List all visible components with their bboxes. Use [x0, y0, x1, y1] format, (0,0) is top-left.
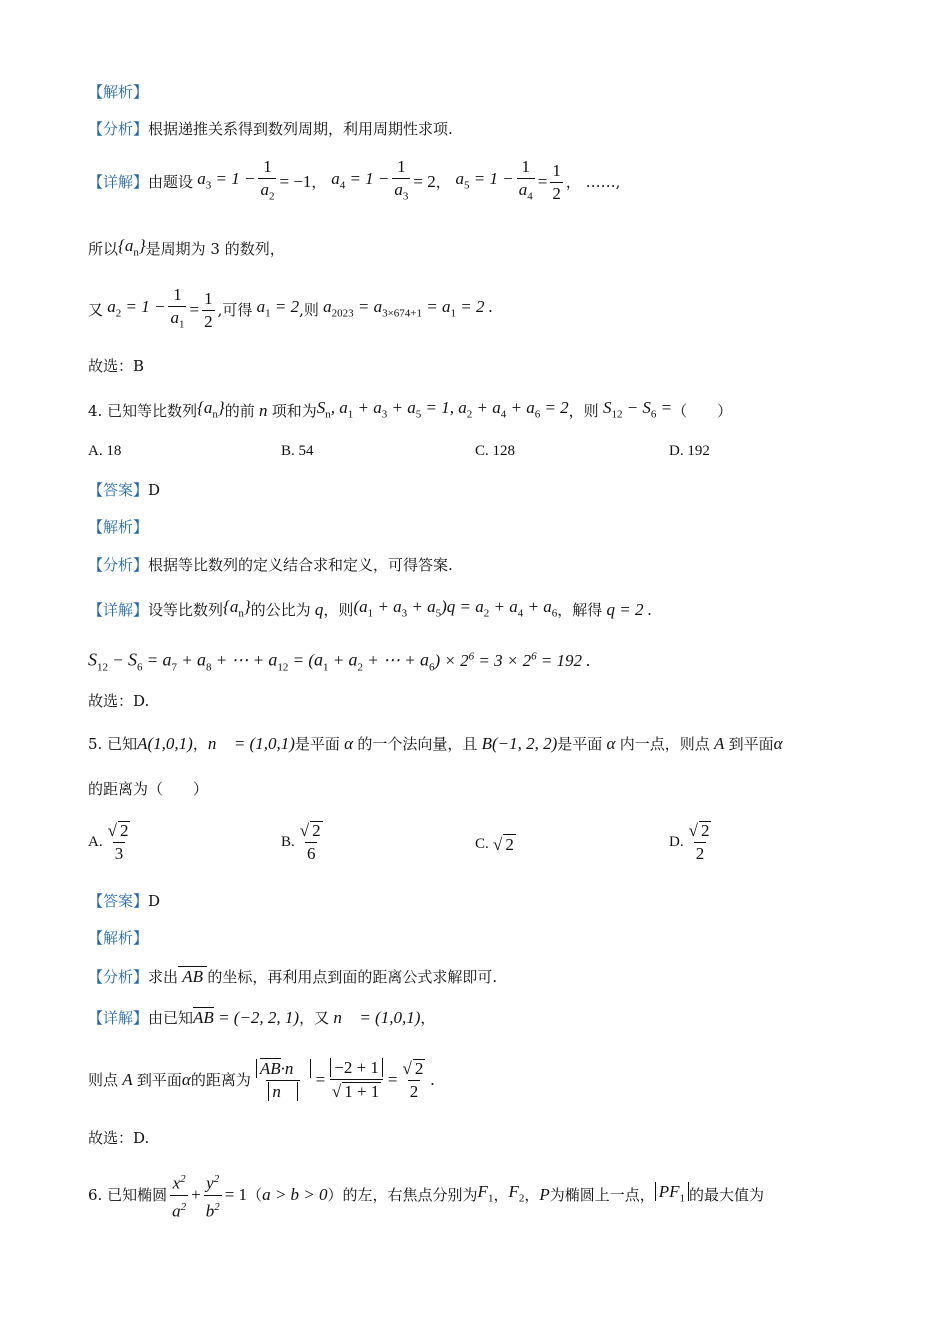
detail-tag: 【详解】 [88, 173, 149, 191]
option-d[interactable]: D. 192 [669, 443, 710, 459]
detail-line: 【详解】 由题设 $a_3 = 1$ − $\frac{1}{a_2}$ = −1 ， $a_4 = 1$ − $\frac{1}{a_3}$ = 2 ， $a_5 = 1$ − $\frac{1}{a_4}$ = $\frac{1}{2}$ ， ……, [88, 158, 620, 206]
fraction: $\frac{√ 2}{2}$ [688, 821, 710, 863]
q5-stem-cont: 的距离为（ ） [88, 780, 209, 798]
q4-stem: 4. 已知等比数列 $\{a_n\}$ 的前 n 项和为 $S_n$, $a_1 + a_3 + a_5 = 1$, $a_2 + a_4 + a_6 = 2$ ，则 $S_{12} - S_6$ = （ ） [88, 398, 733, 421]
fenxi-line [88, 119, 453, 139]
fenxi-tag: 【分析】 [88, 120, 149, 138]
also-line: 又 $a_2 = 1$ − $\frac{1}{a_1}$ = $\frac{1}{2}$ ,可得 $a_1 = 2$ ,则 $a_{2023} = a_{3\times 674+1} = a_1 = 2$ . [88, 286, 493, 334]
q5-choose: 故选：D. [88, 1129, 150, 1147]
option-d[interactable]: D. $\frac{√ 2}{2}$ [669, 821, 716, 863]
q4-choose: 故选：D. [88, 692, 150, 710]
fraction: $\frac{AB\cdot n⃗}{n⃗}$ [254, 1060, 313, 1101]
sequence-an: $\{a_n\}$ [118, 236, 146, 259]
formula-a5: $a_5 = 1$ − [455, 168, 514, 192]
analysis-tag: 【解析】 [88, 518, 149, 536]
ellipsis: ……, [585, 173, 621, 191]
fraction: $\frac{√ 2}{2}$ [402, 1059, 424, 1101]
q4-answer-line: 【答案】 D [88, 481, 161, 499]
formula-a3: $a_3 = 1$ − [193, 168, 256, 192]
analysis-tag: 【解析】 [88, 929, 149, 947]
fraction: $\frac{1}{a_4}$ [517, 158, 535, 205]
fraction: $\frac{√ 2}{3}$ [107, 821, 129, 863]
q5-answer-line: 【答案】 D [88, 892, 161, 910]
fraction: $\frac{1}{2}$ [204, 288, 213, 331]
option-b[interactable]: B. $\frac{√ 2}{6}$ [281, 821, 328, 863]
option-a[interactable]: A. $\frac{√ 2}{3}$ [88, 821, 135, 863]
fraction: $\frac{1}{2}$ [552, 160, 561, 203]
analysis-tag: 【解析】 [88, 83, 149, 101]
fraction: $\frac{-2 + 1}{√ 1 + 1}$ [328, 1059, 385, 1101]
fraction: $\frac{1}{a_2}$ [258, 158, 276, 205]
q4-answer: D [148, 481, 161, 499]
fenxi-text: 根据递推关系得到数列周期，利用周期性求项. [148, 120, 453, 138]
q5-fenxi: 【分析】 求出 AB 的坐标，再利用点到面的距离公式求解即可. [88, 967, 498, 986]
q3-choose: 故选：B [88, 357, 145, 375]
fraction: $\frac{√ 2}{6}$ [299, 821, 321, 863]
fraction: $\frac{1}{a_1}$ [168, 286, 186, 333]
q4-sum-formula: $S_{12} - S_6 = a_7 + a_8$ + ⋯ + $a_{12} = (a_1 + a_2$ + ⋯ + $a_6) \times 2^6 = 3 \times 2^6 = 192$ . [88, 649, 591, 674]
q4-detail: 【详解】 设等比数列 $\{a_n\}$ 的公比为 q ，则 $(a_1 + a_3 + a_5)q = a_2 + a_4 + a_6$ ，解得 q = 2 . [88, 597, 652, 620]
detail-prefix: 由题设 [148, 173, 194, 191]
q4-fenxi: 【分析】 根据等比数列的定义结合求和定义，可得答案. [88, 556, 453, 574]
q5-distance: 则点 A 到平面 α 的距离为 $\frac{AB\cdot n⃗}{n⃗}$ = $\frac{-2 + 1}{√ 1 + 1}$ = $\frac{√ 2}{2}$ . [88, 1058, 435, 1101]
option-c[interactable]: C. √ 2 [475, 835, 514, 854]
q6-stem: 6. 已知椭圆 $\frac{x^2}{a^2}$ + $\frac{y^2}{b^2}$ = 1 （ a > b > 0 ）的左，右焦点分别为 $F_1$ ， $F_2$ ， P 为椭圆上一点， $PF_1$ 的最大值为 [88, 1170, 764, 1220]
formula-a3-value: = −1 [279, 172, 312, 191]
fraction: $\frac{1}{a_3}$ [392, 158, 410, 205]
period-line: 所以 $\{a_n\}$ 是周期为 3 的数列， [88, 236, 285, 262]
option-c[interactable]: C. 128 [475, 443, 516, 459]
fraction: $\frac{x^2}{a^2}$ [172, 1172, 187, 1221]
option-a[interactable]: A. 18 [88, 443, 122, 459]
fraction: $\frac{y^2}{b^2}$ [205, 1172, 220, 1221]
q5-detail: 【详解】 由已知 AB = (−2, 2, 1) ，又 n⃗ = (1,0,1) ， [88, 1008, 436, 1027]
formula-a4-value: = 2 [413, 172, 436, 191]
q5-stem: 5. 已知 A(1,0,1) ， n⃗ = (1,0,1) 是平面 α 的一个法向量，且 B(−1, 2, 2) 是平面 α 内一点，则点 A 到平面 α [88, 734, 783, 753]
q5-answer: D [148, 892, 161, 910]
option-b[interactable]: B. 54 [281, 443, 314, 459]
formula-a4: $a_4 = 1$ − [331, 168, 390, 192]
